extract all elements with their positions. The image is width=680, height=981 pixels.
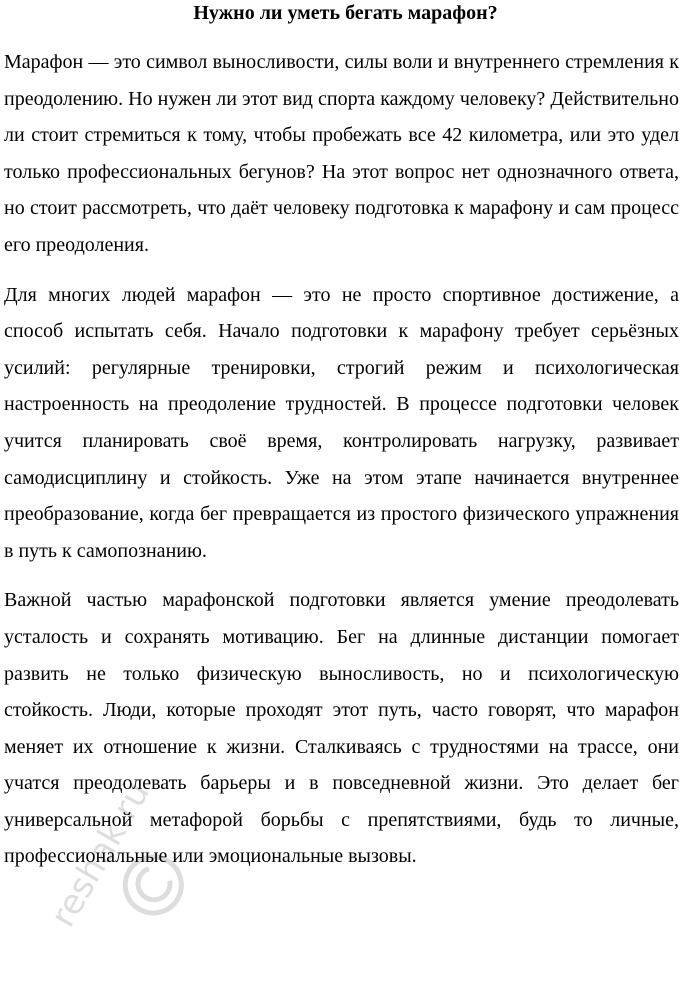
document-page	[4, 0, 679, 875]
paragraph-3: Важной частью марафонской подготовки является умение преодолевать усталость и сохранять мотивацию. Бег на длинные дистанции помогает развить не только физическую выносливость, но и психологическую стойкость. Люди, которые проходят этот путь, часто говорят, что марафон меняет их отношение к жизни. Сталкиваясь с трудностями на трассе, они учатся преодолевать барьеры и в повседневной жизни. Это делает бег универсальной метафорой борьбы с препятствиями, будь то личные, профессиональные или эмоциональные вызовы.	[4, 589, 679, 868]
document-title: Нужно ли уметь бегать марафон?	[193, 2, 498, 24]
paragraph-2: Для многих людей марафон — это не просто спортивное достижение, а способ испытать себя. Начало подготовки к марафону требует серьёзных усилий: регулярные тренировки, строгий режим и психологическая настроенность на преодоление трудностей. В процессе подготовки человек учится планировать своё время, контролировать нагрузку, развивает самодисциплину и стойкость. Уже на этом этапе начинается внутреннее преобразование, когда бег превращается из простого физического упражнения в путь к самопознанию.	[4, 283, 679, 562]
watermark-text: reshak.ru	[43, 775, 158, 934]
paragraph-1: Марафон — это символ выносливости, силы воли и внутреннего стремления к преодолению. Но нужен ли этот вид спорта каждому человеку? Действительно ли стоит стремиться к тому, чтобы пробежать все 42 километра, или это удел только профессиональных бегунов? На этот вопрос нет однозначного ответа, но стоит рассмотреть, что даёт человеку подготовка к марафону и сам процесс его преодоления.	[4, 51, 679, 256]
